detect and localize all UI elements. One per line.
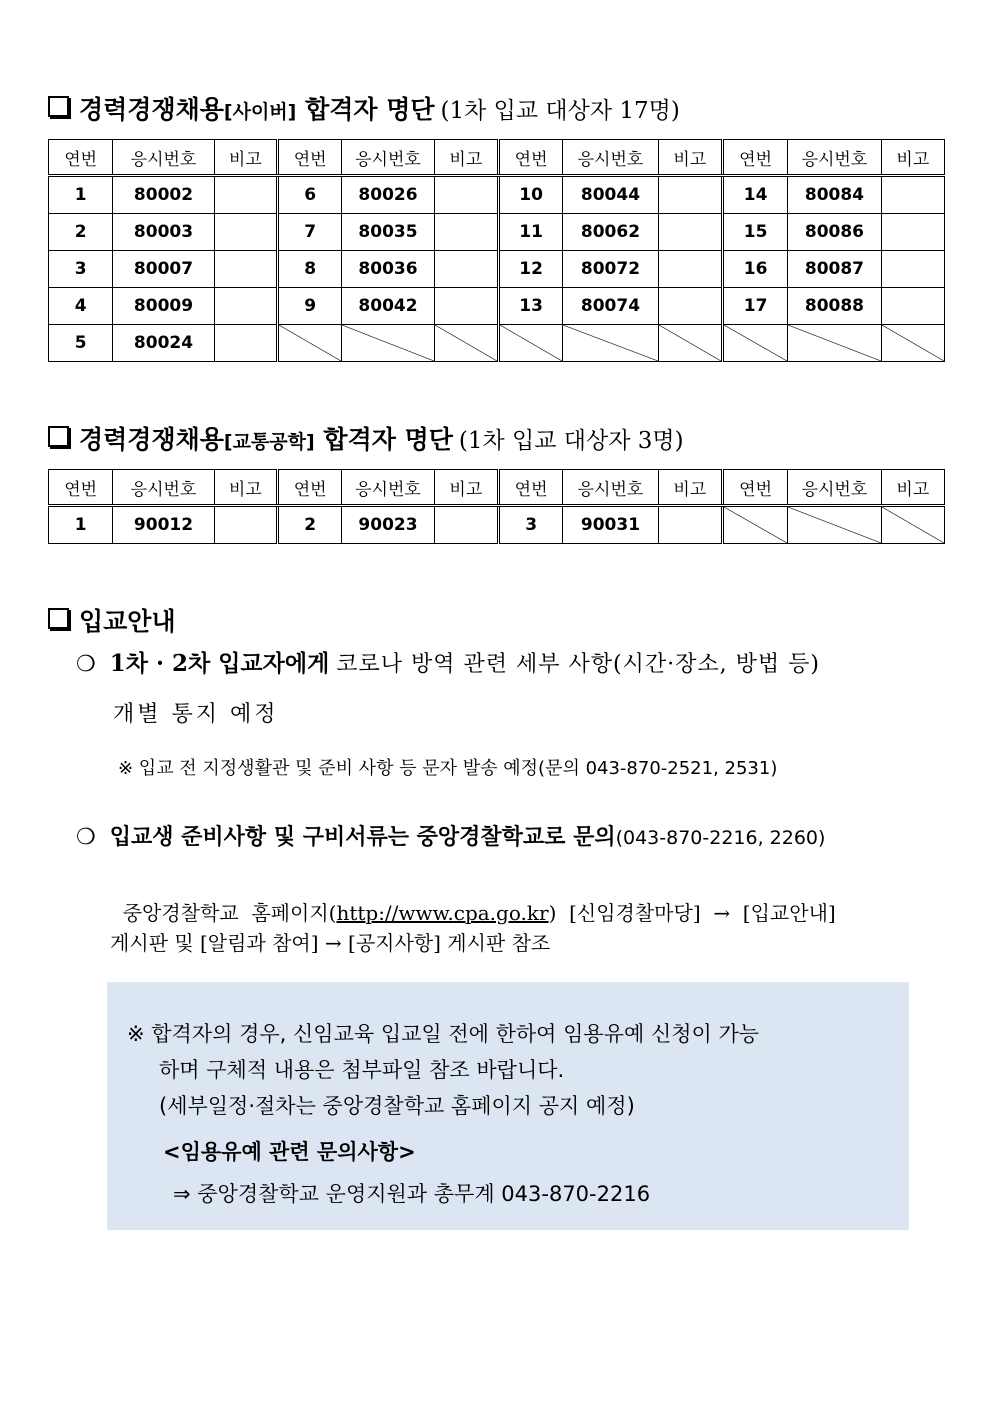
column-header: 연번 — [278, 140, 342, 176]
empty-slashed-cell — [722, 506, 787, 544]
column-header: 응시번호 — [563, 470, 658, 506]
exam-number-cell: 80087 — [788, 251, 881, 288]
column-header: 연번 — [278, 470, 342, 506]
serial-cell: 8 — [278, 251, 342, 288]
circle-bullet-icon: ❍ — [76, 652, 96, 677]
exam-number-cell: 90012 — [113, 506, 214, 544]
exam-number-cell: 80084 — [788, 176, 881, 214]
column-header: 응시번호 — [563, 140, 658, 176]
serial-cell: 11 — [498, 214, 562, 251]
checkbox-square-icon — [48, 608, 69, 629]
column-header: 연번 — [498, 470, 562, 506]
column-header: 비고 — [658, 140, 722, 176]
remark-cell — [214, 176, 277, 214]
remark-cell — [658, 214, 722, 251]
serial-cell: 1 — [49, 176, 113, 214]
exam-number-cell: 80026 — [342, 176, 434, 214]
remark-cell — [434, 176, 498, 214]
exam-number-cell: 80035 — [342, 214, 434, 251]
column-header: 연번 — [49, 470, 113, 506]
note-contact: ⇒ 중앙경찰학교 운영지원과 총무계 043-870-2216 — [173, 1182, 651, 1206]
empty-slashed-cell — [434, 325, 498, 362]
guide-item1-cont: 개별 통지 예정 — [113, 702, 279, 727]
table-row — [49, 176, 945, 214]
table-row — [49, 251, 945, 288]
remark-cell — [881, 251, 944, 288]
exam-number-cell: 80024 — [113, 325, 214, 362]
guide-title: 입교안내 — [48, 602, 176, 638]
exam-number-cell: 80062 — [563, 214, 658, 251]
deferral-note-box — [107, 982, 909, 1230]
remark-cell — [214, 325, 277, 362]
section2-title: 경력경쟁채용[교통공학] 합격자 명단 (1차 입교 대상자 3명) — [48, 420, 684, 456]
serial-cell: 6 — [278, 176, 342, 214]
column-header: 비고 — [214, 470, 277, 506]
column-header: 연번 — [722, 470, 787, 506]
guide-item1: ❍ 1차 · 2차 입교자에게 코로나 방역 관련 세부 사항(시간·장소, 방법 등) — [76, 650, 820, 677]
column-header: 응시번호 — [342, 140, 434, 176]
column-header: 비고 — [434, 140, 498, 176]
serial-cell: 7 — [278, 214, 342, 251]
exam-number-cell: 80072 — [563, 251, 658, 288]
remark-cell — [434, 214, 498, 251]
note-contact-title: <임용유예 관련 문의사항> — [163, 1140, 416, 1164]
empty-slashed-cell — [278, 325, 342, 362]
column-header: 연번 — [49, 140, 113, 176]
table-header-row — [49, 140, 945, 176]
roster-table-traffic — [48, 469, 945, 544]
homepage-link[interactable]: http://www.cpa.go.kr — [336, 901, 549, 925]
remark-cell — [214, 288, 277, 325]
serial-cell: 3 — [498, 506, 562, 544]
serial-cell: 10 — [498, 176, 562, 214]
column-header: 응시번호 — [788, 140, 881, 176]
remark-cell — [434, 288, 498, 325]
serial-cell: 4 — [49, 288, 113, 325]
table-row — [49, 506, 945, 544]
table-row — [49, 288, 945, 325]
guide-item2-line3: 게시판 및 [알림과 참여] → [공지사항] 게시판 참조 — [110, 931, 551, 955]
exam-number-cell: 80086 — [788, 214, 881, 251]
column-header: 응시번호 — [788, 470, 881, 506]
exam-number-cell: 80042 — [342, 288, 434, 325]
column-header: 연번 — [498, 140, 562, 176]
circle-bullet-icon: ❍ — [76, 825, 96, 850]
empty-slashed-cell — [722, 325, 787, 362]
empty-slashed-cell — [342, 325, 434, 362]
column-header: 응시번호 — [342, 470, 434, 506]
checkbox-square-icon — [48, 426, 69, 447]
guide-item2-line2: 중앙경찰학교 홈페이지(http://www.cpa.go.kr) [신임경찰마당] → [입교안내] — [122, 901, 836, 925]
roster-table-cyber — [48, 139, 945, 362]
remark-cell — [881, 214, 944, 251]
empty-slashed-cell — [881, 506, 944, 544]
remark-cell — [214, 214, 277, 251]
serial-cell: 9 — [278, 288, 342, 325]
remark-cell — [434, 251, 498, 288]
serial-cell: 2 — [278, 506, 342, 544]
table-row — [49, 325, 945, 362]
table-header-row — [49, 470, 945, 506]
empty-slashed-cell — [881, 325, 944, 362]
column-header: 비고 — [881, 470, 944, 506]
remark-cell — [214, 506, 277, 544]
guide-item1-note: ※ 입교 전 지정생활관 및 준비 사항 등 문자 발송 예정(문의 043-870-2521, 2531) — [118, 758, 778, 779]
checkbox-square-icon — [48, 96, 69, 117]
exam-number-cell: 80002 — [113, 176, 214, 214]
remark-cell — [658, 288, 722, 325]
section1-title: 경력경쟁채용[사이버] 합격자 명단 (1차 입교 대상자 17명) — [48, 90, 680, 126]
exam-number-cell: 80009 — [113, 288, 214, 325]
note-line1: ※ 합격자의 경우, 신임교육 입교일 전에 한하여 임용유예 신청이 가능 — [127, 1022, 760, 1046]
exam-number-cell: 90031 — [563, 506, 658, 544]
serial-cell: 16 — [722, 251, 787, 288]
serial-cell: 3 — [49, 251, 113, 288]
exam-number-cell: 80003 — [113, 214, 214, 251]
remark-cell — [434, 506, 498, 544]
serial-cell: 2 — [49, 214, 113, 251]
column-header: 응시번호 — [113, 140, 214, 176]
remark-cell — [658, 506, 722, 544]
serial-cell: 12 — [498, 251, 562, 288]
exam-number-cell: 80088 — [788, 288, 881, 325]
exam-number-cell: 90023 — [342, 506, 434, 544]
guide-item2: ❍ 입교생 준비사항 및 구비서류는 중앙경찰학교로 문의(043-870-2216, 2260) — [76, 824, 826, 850]
remark-cell — [214, 251, 277, 288]
empty-slashed-cell — [498, 325, 562, 362]
exam-number-cell: 80036 — [342, 251, 434, 288]
column-header: 연번 — [722, 140, 787, 176]
remark-cell — [658, 176, 722, 214]
column-header: 비고 — [214, 140, 277, 176]
empty-slashed-cell — [563, 325, 658, 362]
serial-cell: 1 — [49, 506, 113, 544]
note-line3: (세부일정·절차는 중앙경찰학교 홈페이지 공지 예정) — [159, 1094, 635, 1118]
serial-cell: 5 — [49, 325, 113, 362]
serial-cell: 17 — [722, 288, 787, 325]
serial-cell: 13 — [498, 288, 562, 325]
column-header: 비고 — [881, 140, 944, 176]
column-header: 비고 — [658, 470, 722, 506]
serial-cell: 15 — [722, 214, 787, 251]
column-header: 응시번호 — [113, 470, 214, 506]
exam-number-cell: 80074 — [563, 288, 658, 325]
empty-slashed-cell — [788, 506, 881, 544]
note-line2: 하며 구체적 내용은 첨부파일 참조 바랍니다. — [159, 1058, 565, 1082]
empty-slashed-cell — [788, 325, 881, 362]
remark-cell — [658, 251, 722, 288]
exam-number-cell: 80044 — [563, 176, 658, 214]
column-header: 비고 — [434, 470, 498, 506]
empty-slashed-cell — [658, 325, 722, 362]
table-row — [49, 214, 945, 251]
serial-cell: 14 — [722, 176, 787, 214]
remark-cell — [881, 176, 944, 214]
remark-cell — [881, 288, 944, 325]
exam-number-cell: 80007 — [113, 251, 214, 288]
